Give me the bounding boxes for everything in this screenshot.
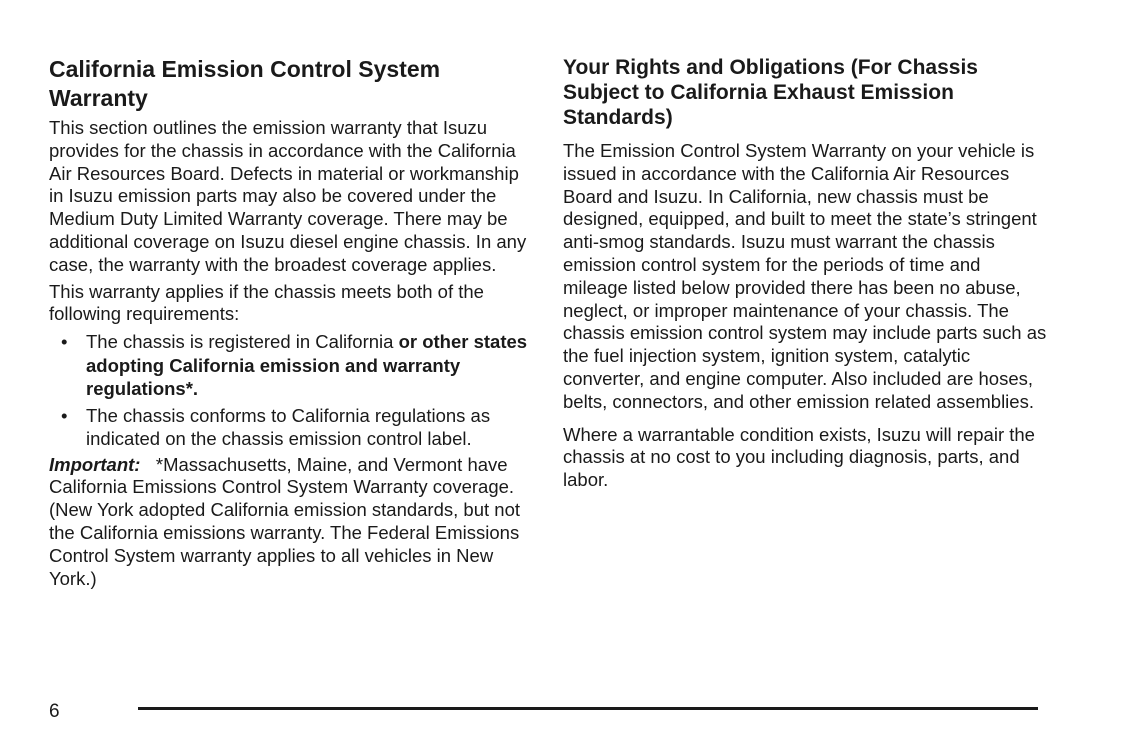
list-item [49,330,529,401]
rights-paragraph: The Emission Control System Warranty on your vehicle is issued in accordance with the California Air Resources Board and Isuzu. In California, new chassis must be designed, equipped, and built to meet the state’s stringent anti-smog standards. Isuzu must warrant the chassis emission control system for the periods of time and mileage listed below provided there has been no abuse, neglect, or improper maintenance of your chassis. The chassis emission control system may include parts such as the fuel injection system, ignition system, catalytic converter, and engine computer. Also included are hoses, belts, connectors, and other emission related assemblies. [563,140,1047,412]
bullet-bold-text: or other states adopting California emission and warranty regulations*. [86,331,528,400]
left-column [49,55,529,590]
bullet-icon: • [61,331,68,353]
bullet-icon: • [61,404,68,426]
requirements-intro-paragraph: This warranty applies if the chassis meets both of the following requirements: [49,280,484,325]
footer-divider [138,707,1038,710]
page-number: 6 [49,701,60,722]
requirements-list [49,330,529,451]
important-note [49,454,529,591]
section-heading-rights-obligations: Your Rights and Obligations (For Chassis Subject to California Exhaust Emission Standards) [563,56,978,129]
list-item [49,404,529,451]
important-text: *Massachusetts, Maine, and Vermont have California Emissions Control System Warranty coverage. (New York adopted California emission standards, but not the California emissions warranty. The Federal Emissions Control System warranty applies to all vehicles in New York.) [49,453,520,589]
bullet-text: The chassis conforms to California regulations as indicated on the chassis emission control label. [86,404,491,450]
important-label: Important: [49,453,141,475]
warrantable-condition-paragraph: Where a warrantable condition exists, Isuzu will repair the chassis at no cost to you including diagnosis, parts, and labor. [563,423,1035,491]
bullet-text: The chassis is registered in California [86,331,399,353]
right-column [563,55,1048,492]
section-heading-california-warranty: California Emission Control System Warranty [49,56,441,111]
intro-paragraph: This section outlines the emission warranty that Isuzu provides for the chassis in accordance with the California Air Resources Board. Defects in material or workmanship in Isuzu emission parts may also be covered under the Medium Duty Limited Warranty coverage. There may be additional coverage on Isuzu diesel engine chassis. In any case, the warranty with the broadest coverage applies. [49,117,527,275]
